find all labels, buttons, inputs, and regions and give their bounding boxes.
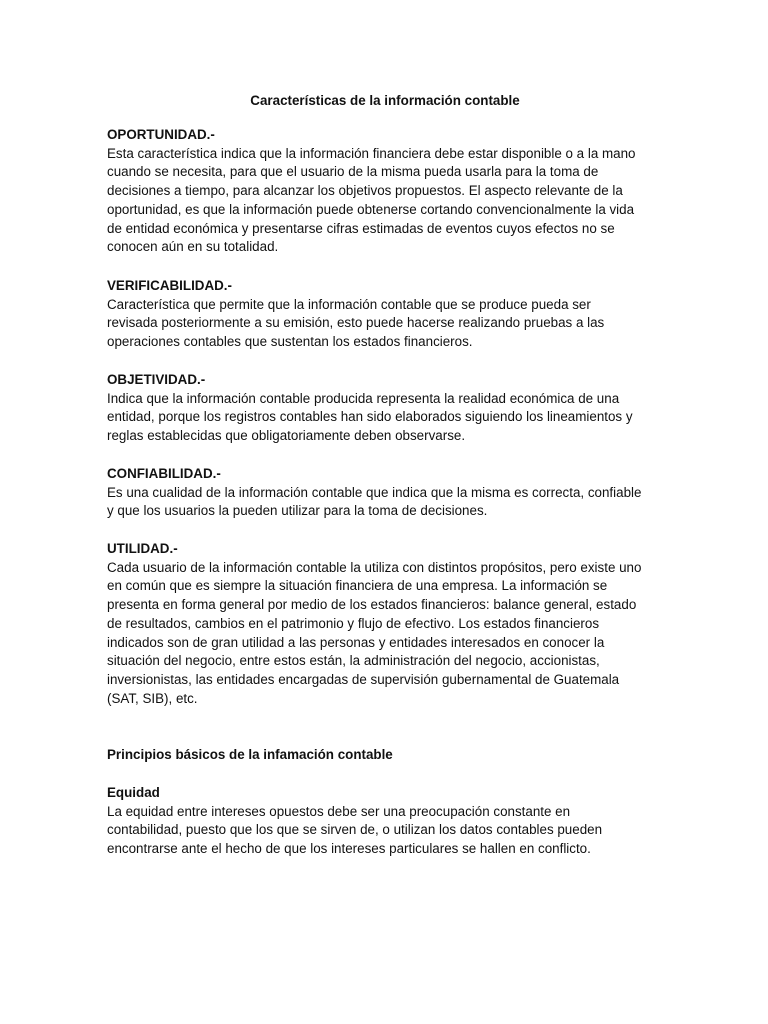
paragraph-line: decisiones a tiempo, para alcanzar los objetivos propuestos. El aspecto relevante de la	[107, 183, 623, 199]
paragraph-line: situación del negocio, entre estos están, la administración del negocio, accionistas,	[107, 653, 600, 669]
section-heading: CONFIABILIDAD.-	[107, 466, 221, 481]
paragraph-line: (SAT, SIB), etc.	[107, 690, 198, 706]
section-heading: VERIFICABILIDAD.-	[107, 278, 232, 293]
paragraph-line: conocen aún en su totalidad.	[107, 239, 279, 255]
paragraph-line: contabilidad, puesto que los que se sirven de, o utilizan los datos contables pueden	[107, 822, 603, 838]
paragraph-line: inversionistas, las entidades encargadas de supervisión gubernamental de Guatemala	[107, 671, 620, 687]
section-utilidad	[107, 540, 667, 708]
paragraph-line: de resultados, cambios en el patrimonio y flujo de efectivo. Los estados financieros	[107, 615, 600, 631]
section-paragraph	[107, 559, 667, 709]
section-paragraph	[107, 484, 667, 521]
paragraph-line: presenta en forma general por medio de los estados financieros: balance general, estado	[107, 597, 637, 613]
paragraph-line: La equidad entre intereses opuestos debe ser una preocupación constante en	[107, 803, 571, 819]
document-title: Características de la información contable	[250, 93, 520, 108]
section-heading: Principios básicos de la infamación contable	[107, 747, 393, 762]
paragraph-line: en común que es siempre la situación financiera de una empresa. La información se	[107, 578, 608, 594]
paragraph-line: y que los usuarios la pueden utilizar para la toma de decisiones.	[107, 503, 488, 519]
paragraph-line: indicados son de gran utilidad a las personas y entidades interesados en conocer la	[107, 634, 605, 650]
section-paragraph	[107, 296, 667, 352]
section-paragraph	[107, 390, 667, 446]
section-paragraph	[107, 145, 667, 257]
section-verificabilidad	[107, 277, 667, 352]
section-equidad	[107, 784, 667, 859]
section-heading: UTILIDAD.-	[107, 541, 178, 556]
paragraph-line: Indica que la información contable producida representa la realidad económica de una	[107, 390, 620, 406]
paragraph-line: reglas establecidas que obligatoriamente deben observarse.	[107, 428, 466, 444]
section-heading: OPORTUNIDAD.-	[107, 127, 215, 142]
section-confiabilidad	[107, 465, 667, 521]
paragraph-line: cuando se necesita, para que el usuario de la misma pueda usarla para la toma de	[107, 164, 599, 180]
section-heading: OBJETIVIDAD.-	[107, 372, 206, 387]
paragraph-line: Esta característica indica que la información financiera debe estar disponible o a la mano	[107, 145, 636, 161]
section-oportunidad	[107, 126, 667, 257]
section-heading: Equidad	[107, 785, 160, 800]
paragraph-line: Cada usuario de la información contable la utiliza con distintos propósitos, pero existe uno	[107, 559, 642, 575]
paragraph-line: Característica que permite que la información contable que se produce pueda ser	[107, 296, 591, 312]
paragraph-line: encontrarse ante el hecho de que los intereses particulares se hallen en conflicto.	[107, 841, 591, 857]
paragraph-line: de entidad económica y presentarse cifras estimadas de eventos cuyos efectos no se	[107, 220, 615, 236]
paragraph-line: Es una cualidad de la información contable que indica que la misma es correcta, confiable	[107, 484, 642, 500]
paragraph-line: entidad, porque los registros contables han sido elaborados siguiendo los lineamientos y	[107, 409, 633, 425]
paragraph-line: revisada posteriormente a su emisión, esto puede hacerse realizando pruebas a las	[107, 315, 605, 331]
section-principios	[107, 746, 667, 765]
paragraph-line: operaciones contables que sustentan los estados financieros.	[107, 334, 473, 350]
section-objetividad	[107, 371, 667, 446]
section-paragraph	[107, 803, 667, 859]
paragraph-line: oportunidad, es que la información puede obtenerse cortando convencionalmente la vida	[107, 201, 635, 217]
